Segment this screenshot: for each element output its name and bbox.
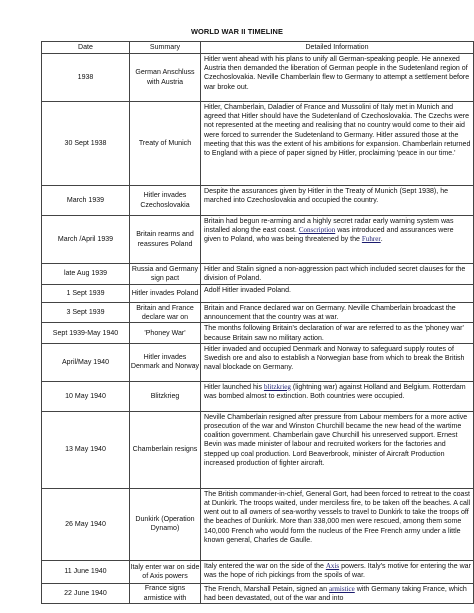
row-summary: Britain rearms and reassures Poland [130,216,201,264]
timeline-table [41,41,474,604]
row-summary: Russia and Germany sign pact [130,264,201,285]
row-details [201,102,474,186]
detail-text: Britain and France declared war on Germany. Neville Chamberlain broadcast the announcement that the country was at war. [204,305,456,322]
row-details [201,303,474,323]
detail-text: with Germany taking France, which had been devastated, out of the war and into [204,585,467,603]
row-summary: Hitler invades Poland [130,285,201,303]
row-summary: Hitler invades Denmark and Norway [130,343,201,381]
detail-text: Despite the assurances given by Hitler in the Treaty of Munich (Sept 1938), he marched into Czechoslovakia and occupied the country. [204,188,449,205]
header-summary: Summary [130,42,201,54]
page-title: WORLD WAR II TIMELINE [190,27,283,36]
row-summary: 'Phoney War' [130,323,201,343]
table-row [42,54,474,102]
row-date: 22 June 1940 [42,583,130,603]
row-summary: Britain and France declare war on [130,303,201,323]
table-row [42,323,474,343]
table-row [42,285,474,303]
table-row [42,186,474,216]
row-details [201,54,474,102]
table-row [42,381,474,411]
row-summary: Chamberlain resigns [130,411,201,488]
detail-text: was introduced and assurances were given to Poland, who was being threatened by the [204,227,454,244]
table-row [42,488,474,560]
row-details [201,186,474,216]
row-details [201,216,474,264]
table-row [42,303,474,323]
detail-text: . [380,236,383,244]
row-details [201,264,474,285]
row-summary: Italy enter war on side of Axis powers [130,560,201,583]
header-date: Date [42,42,130,54]
detail-text: powers. Italy's motive for entering the war was the hope of rich pickings from the spoils of war. [204,562,471,580]
row-date: 11 June 1940 [42,560,130,583]
detail-text: Hitler went ahead with his plans to unify all German-speaking people. He annexed Austria then demanded the liberation of German people in the Sudetenland region of Czechoslovakia. Neville Chamberlain flew to Germany to attempt a settlement before war broke out. [204,56,470,91]
row-details [201,381,474,411]
detail-text: Hitler invaded and occupied Denmark and Norway to safeguard supply routes of Swedish ore and also to establish a Norwegian base from which to break the British naval blockade on Germany. [204,345,465,372]
detail-text: Hitler, Chamberlain, Daladier of France and Mussolini of Italy met in Munich and agreed that Hitler should have the Sudetenland of Czechoslovakia. The Czechs were not represented at the meeting and realising that no country would come to their aid were forced to surrender the Sudetenland to Germany. Hitler assured those at the meeting that this was the extent of his ambitions for expansion. Chamberlain returned to England with a piece of paper signed by Hitler, proclaiming 'peace in our time.' [204,104,471,158]
detail-text: The French, Marshall Petain, signed an [204,585,329,593]
row-details [201,583,474,603]
table-row [42,411,474,488]
table-row [42,583,474,603]
row-date: 26 May 1940 [42,488,130,560]
table-row [42,216,474,264]
row-date: March /April 1939 [42,216,130,264]
row-date: 1 Sept 1939 [42,285,130,303]
row-details [201,323,474,343]
table-row [42,560,474,583]
row-date: March 1939 [42,186,130,216]
row-date: 13 May 1940 [42,411,130,488]
row-summary: Treaty of Munich [130,102,201,186]
row-details [201,560,474,583]
row-date: 3 Sept 1939 [42,303,130,323]
table-row [42,343,474,381]
header-details: Detailed Information [201,42,474,54]
row-details [201,343,474,381]
glossary-link[interactable]: Conscription [298,226,336,235]
glossary-link[interactable]: Axis [325,561,340,570]
row-date: April/May 1940 [42,343,130,381]
row-details [201,411,474,488]
glossary-link[interactable]: armistice [328,584,355,593]
table-header-row [42,42,474,54]
row-details [201,488,474,560]
row-summary: France signs armistice with [130,583,201,603]
detail-text: Neville Chamberlain resigned after pressure from Labour members for a more active prosecution of the war and Winston Churchill became the new head of the wartime coalition government. Chamberlain gave Churchill his unreserved support. Ernest Bevin was made minister of labour and recruited workers for the factories and stepped up coal production. Lord Beaverbrook, minister of Aircraft Production increased production of fighter aircraft. [204,413,468,467]
row-summary: Blitzkrieg [130,381,201,411]
detail-text: The British commander-in-chief, General Gort, had been forced to retreat to the coast at Dunkirk. The troops waited, under merciless fire, to be taken off the beaches. A call went out to all owners of sea-worthy vessels to travel to Dunkirk to take the troops off the beaches of Dunkirk. More than 338,000 men were rescued, among them some 140,000 French who would form the nucleus of the Free French army under a little known general, Charles de Gaulle. [204,490,471,544]
row-summary: German Anschluss with Austria [130,54,201,102]
detail-text: Britain had begun re-arming and a highly secret radar early warning system was installed along the east coast. [204,218,454,235]
row-summary: Hitler invades Czechoslovakia [130,186,201,216]
glossary-link[interactable]: Fuhrer [361,235,381,244]
timeline-body [42,54,474,604]
row-date: late Aug 1939 [42,264,130,285]
table-row [42,102,474,186]
glossary-link[interactable]: blitzkrieg [263,382,291,391]
row-date: 1938 [42,54,130,102]
row-date: 10 May 1940 [42,381,130,411]
detail-text: Adolf Hitler invaded Poland. [204,287,291,294]
detail-text: Hitler launched his [204,383,264,391]
row-date: 30 Sept 1938 [42,102,130,186]
detail-text: Italy entered the war on the side of the [204,562,326,570]
detail-text: The months following Britain's declaration of war are referred to as the 'phoney war' because Britain saw no military action. [204,325,464,342]
row-details [201,285,474,303]
row-summary: Dunkirk (Operation Dynamo) [130,488,201,560]
detail-text: Hitler and Stalin signed a non-aggression pact which included secret clauses for the division of Poland. [204,266,466,283]
detail-text: (lightning war) against Holland and Belgium. Rotterdam was bombed almost to extinction. Both countries were occupied. [204,383,466,401]
row-date: Sept 1939-May 1940 [42,323,130,343]
table-row [42,264,474,285]
